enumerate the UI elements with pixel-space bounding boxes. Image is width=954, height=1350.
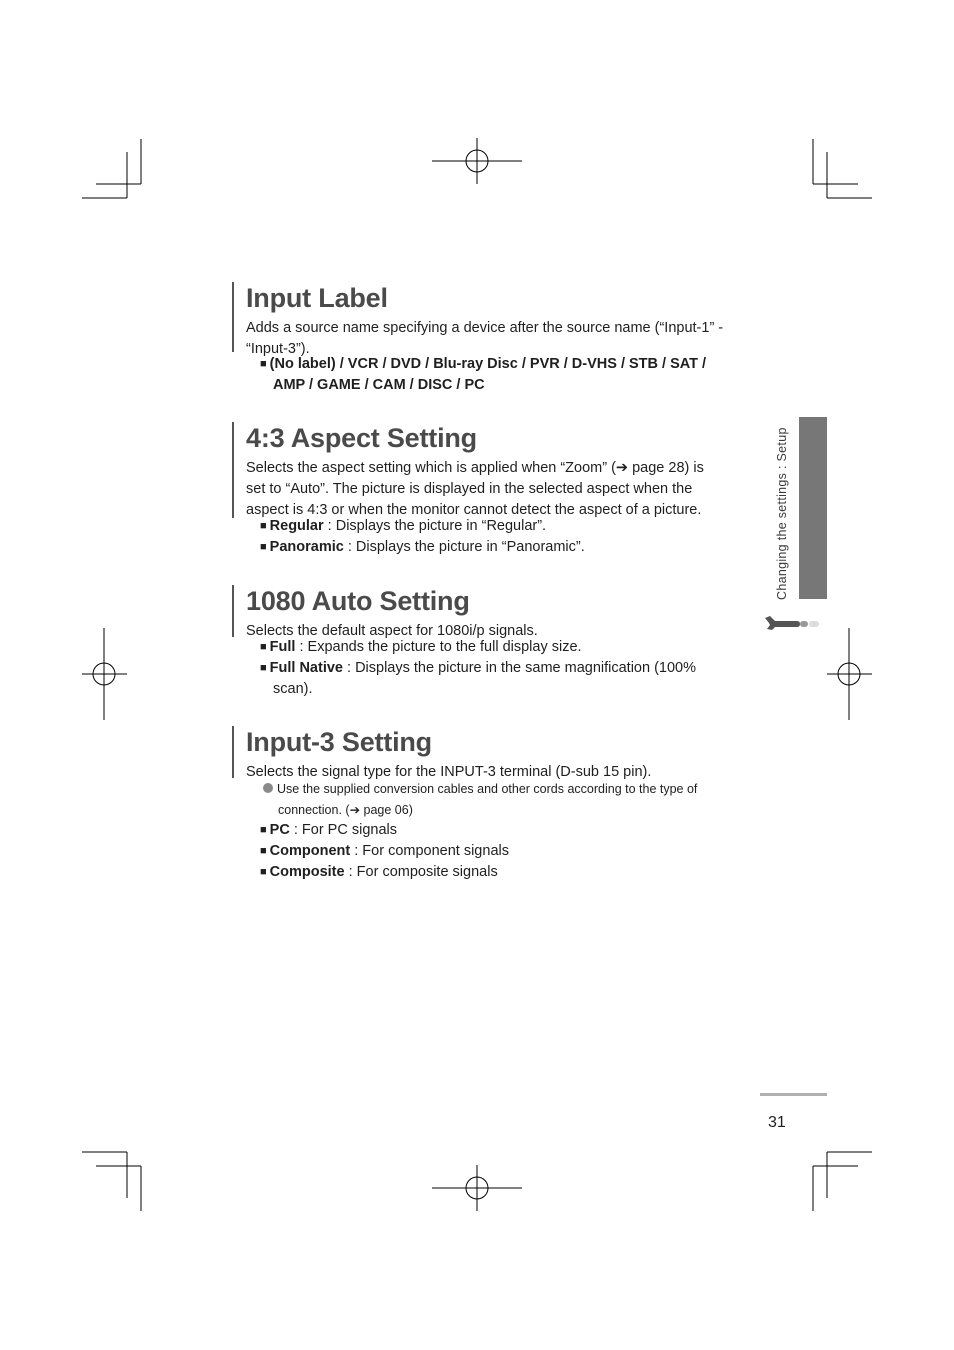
description-line: aspect is 4:3 or when the monitor cannot detect the aspect of a picture. bbox=[246, 502, 702, 518]
option-desc: : For PC signals bbox=[289, 822, 397, 838]
option-name: Component bbox=[269, 843, 351, 859]
option-desc: : For composite signals bbox=[344, 864, 498, 880]
square-bullet: ■ bbox=[260, 824, 267, 836]
option-item bbox=[260, 658, 740, 680]
square-bullet: ■ bbox=[260, 520, 267, 532]
section-input-label bbox=[232, 282, 756, 357]
heading-input-3: Input-3 Setting bbox=[246, 727, 432, 757]
section-input-3 bbox=[232, 726, 756, 778]
option-name: Regular bbox=[269, 518, 324, 534]
note bbox=[263, 779, 758, 800]
square-bullet: ■ bbox=[260, 662, 267, 674]
description-line: Selects the aspect setting which is applied when “Zoom” (➔ page 28) is bbox=[246, 460, 704, 476]
description-line: “Input-3”). bbox=[246, 341, 310, 357]
option-list bbox=[260, 354, 740, 376]
chapter-label: Changing the settings : Setup bbox=[775, 427, 789, 600]
option-values: AMP / GAME / CAM / DISC / PC bbox=[273, 377, 485, 393]
page-number-rule bbox=[760, 1093, 827, 1096]
option-desc: scan). bbox=[273, 681, 313, 697]
option-item bbox=[260, 637, 740, 659]
option-item bbox=[260, 862, 740, 884]
description-line: set to “Auto”. The picture is displayed in the selected aspect when the bbox=[246, 481, 693, 497]
square-bullet: ■ bbox=[260, 866, 267, 878]
option-desc: : Displays the picture in “Panoramic”. bbox=[343, 539, 585, 555]
circle-bullet bbox=[263, 783, 273, 793]
option-item bbox=[260, 537, 740, 559]
heading-input-label: Input Label bbox=[246, 283, 388, 313]
option-desc: : For component signals bbox=[350, 843, 509, 859]
option-name: Full Native bbox=[269, 660, 343, 676]
square-bullet: ■ bbox=[260, 845, 267, 857]
option-desc: : Expands the picture to the full display size. bbox=[295, 639, 582, 655]
option-item bbox=[260, 820, 740, 842]
option-item bbox=[260, 841, 740, 863]
description-line: Selects the signal type for the INPUT-3 terminal (D-sub 15 pin). bbox=[246, 764, 652, 780]
heading-aspect-setting: 4:3 Aspect Setting bbox=[246, 423, 477, 453]
note-text: Use the supplied conversion cables and other cords according to the type of bbox=[277, 782, 698, 796]
option-values: (No label) / VCR / DVD / Blu-ray Disc / PVR / D-VHS / STB / SAT / bbox=[269, 356, 707, 372]
option-name: Composite bbox=[269, 864, 345, 880]
option-list-continued bbox=[273, 375, 753, 396]
option-name: Full bbox=[269, 639, 296, 655]
description-line: Selects the default aspect for 1080i/p signals. bbox=[246, 623, 538, 639]
option-name: Panoramic bbox=[269, 539, 344, 555]
option-desc: : Displays the picture in the same magnification (100% bbox=[342, 660, 696, 676]
section-aspect-setting bbox=[232, 422, 756, 518]
option-desc-continued bbox=[273, 679, 753, 700]
chapter-tab bbox=[799, 417, 827, 599]
option-desc: : Displays the picture in “Regular”. bbox=[323, 518, 547, 534]
wrench-icon bbox=[763, 613, 823, 633]
option-name: PC bbox=[269, 822, 290, 838]
description-line: Adds a source name specifying a device after the source name (“Input-1” - bbox=[246, 320, 724, 336]
section-1080-auto bbox=[232, 585, 756, 637]
square-bullet: ■ bbox=[260, 358, 267, 370]
square-bullet: ■ bbox=[260, 541, 267, 553]
page-number: 31 bbox=[768, 1114, 786, 1131]
note-text: connection. (➔ page 06) bbox=[278, 803, 413, 817]
square-bullet: ■ bbox=[260, 641, 267, 653]
heading-1080-auto: 1080 Auto Setting bbox=[246, 586, 470, 616]
option-item bbox=[260, 516, 740, 538]
note-continued bbox=[278, 800, 758, 821]
